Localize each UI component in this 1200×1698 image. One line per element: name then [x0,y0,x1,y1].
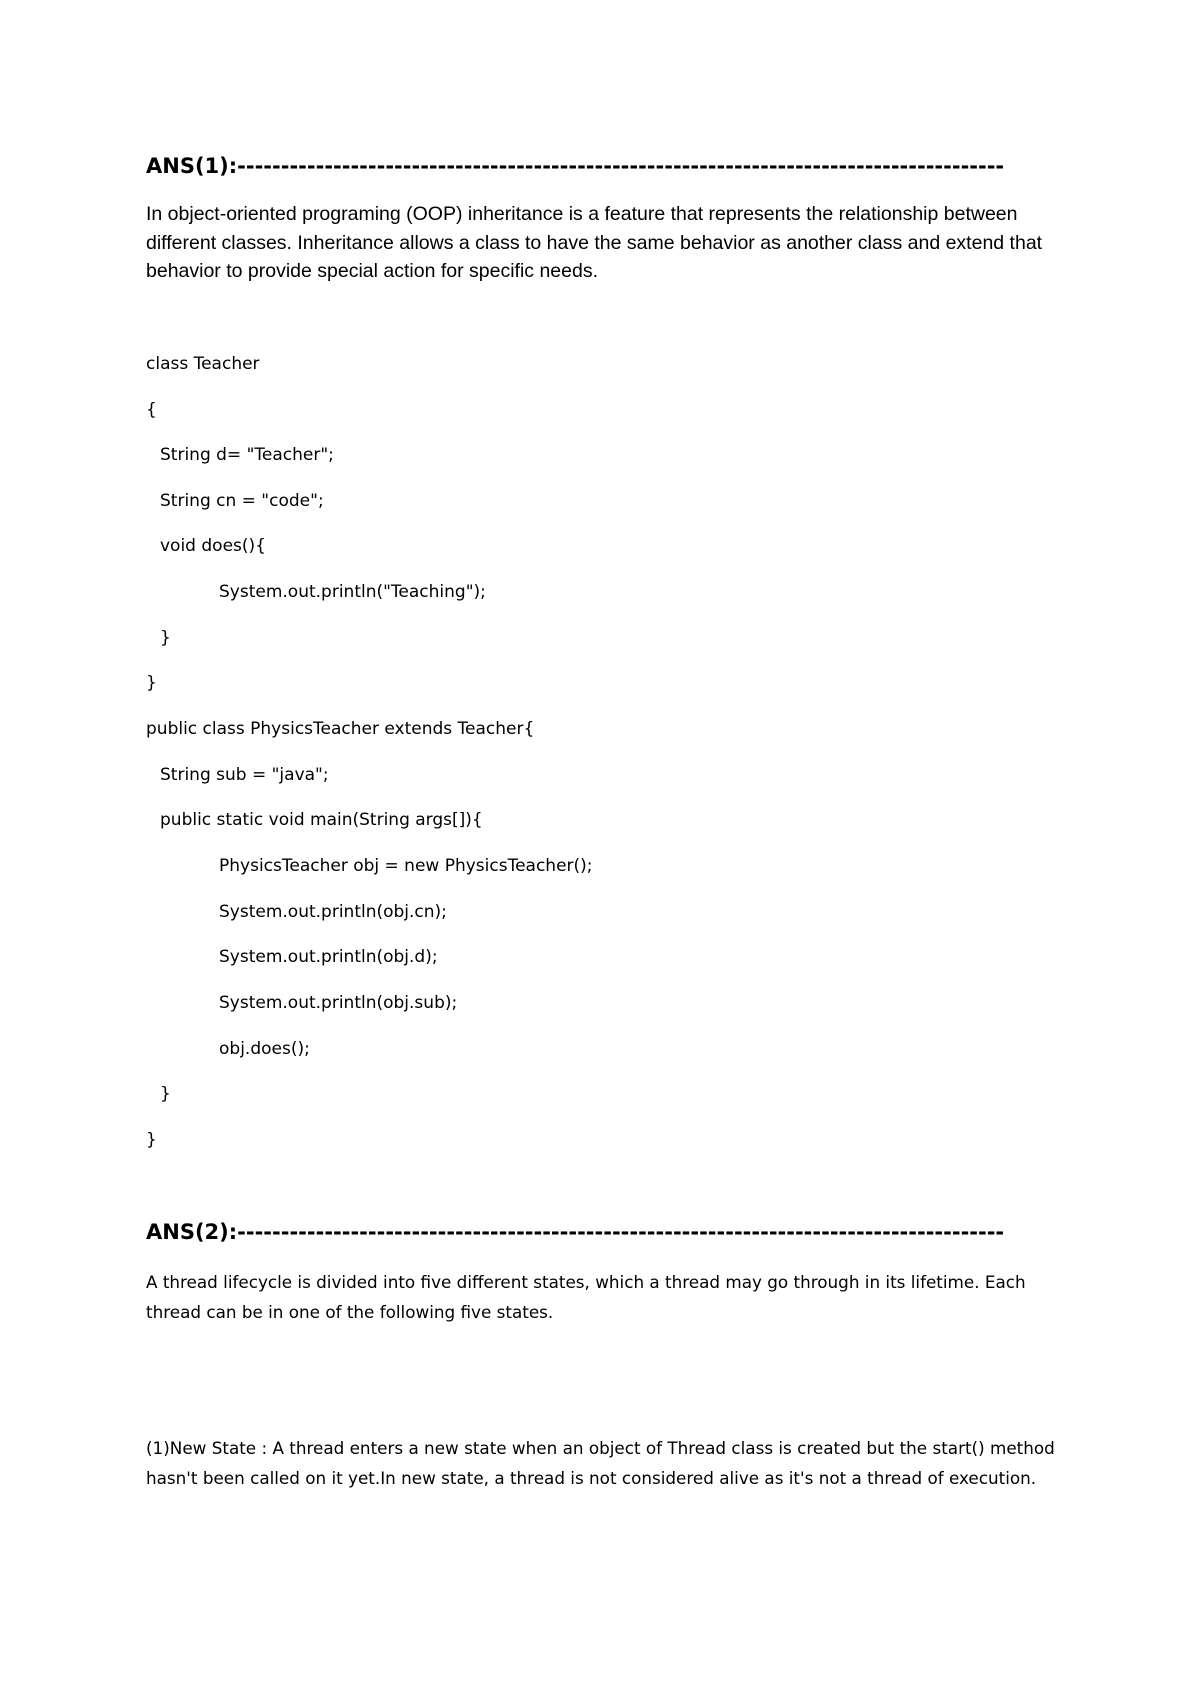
code-line: obj.does(); [219,1039,310,1059]
code-line: String d= "Teacher"; [160,445,334,465]
code-line: String sub = "java"; [160,765,329,785]
code-line: } [146,1130,157,1150]
code-line: class Teacher [146,354,260,374]
code-line: public class PhysicsTeacher extends Teacher{ [146,719,535,739]
code-line: void does(){ [160,536,266,556]
code-line: String cn = "code"; [160,491,324,511]
code-line: System.out.println(obj.cn); [219,902,447,922]
code-line: } [160,628,171,648]
ans2-heading: ANS(2):---------------------------------------------------------------------------------------- [146,1220,1005,1244]
code-line: System.out.println(obj.sub); [219,993,458,1013]
code-line: } [160,1084,171,1104]
ans2-state1-paragraph: (1)New State : A thread enters a new state when an object of Thread class is created but the start() method hasn't been called on it yet.In new state, a thread is not considered alive as it's not a thread of execution. [146,1438,1055,1488]
code-line: } [146,673,157,693]
code-line: System.out.println("Teaching"); [219,582,486,602]
ans1-heading: ANS(1):---------------------------------------------------------------------------------------- [146,154,1005,178]
code-line: { [146,400,157,420]
code-line: System.out.println(obj.d); [219,947,438,967]
ans2-paragraph: A thread lifecycle is divided into five different states, which a thread may go through in its lifetime. Each thread can be in one of the following five states. [146,1272,1026,1322]
code-line: PhysicsTeacher obj = new PhysicsTeacher(); [219,856,593,876]
ans1-paragraph: In object-oriented programing (OOP) inheritance is a feature that represents the relationship between different classes. Inheritance allows a class to have the same behavior as another class and extend that behavior to provide special action for specific needs. [146,203,1043,282]
code-line: public static void main(String args[]){ [160,810,483,830]
